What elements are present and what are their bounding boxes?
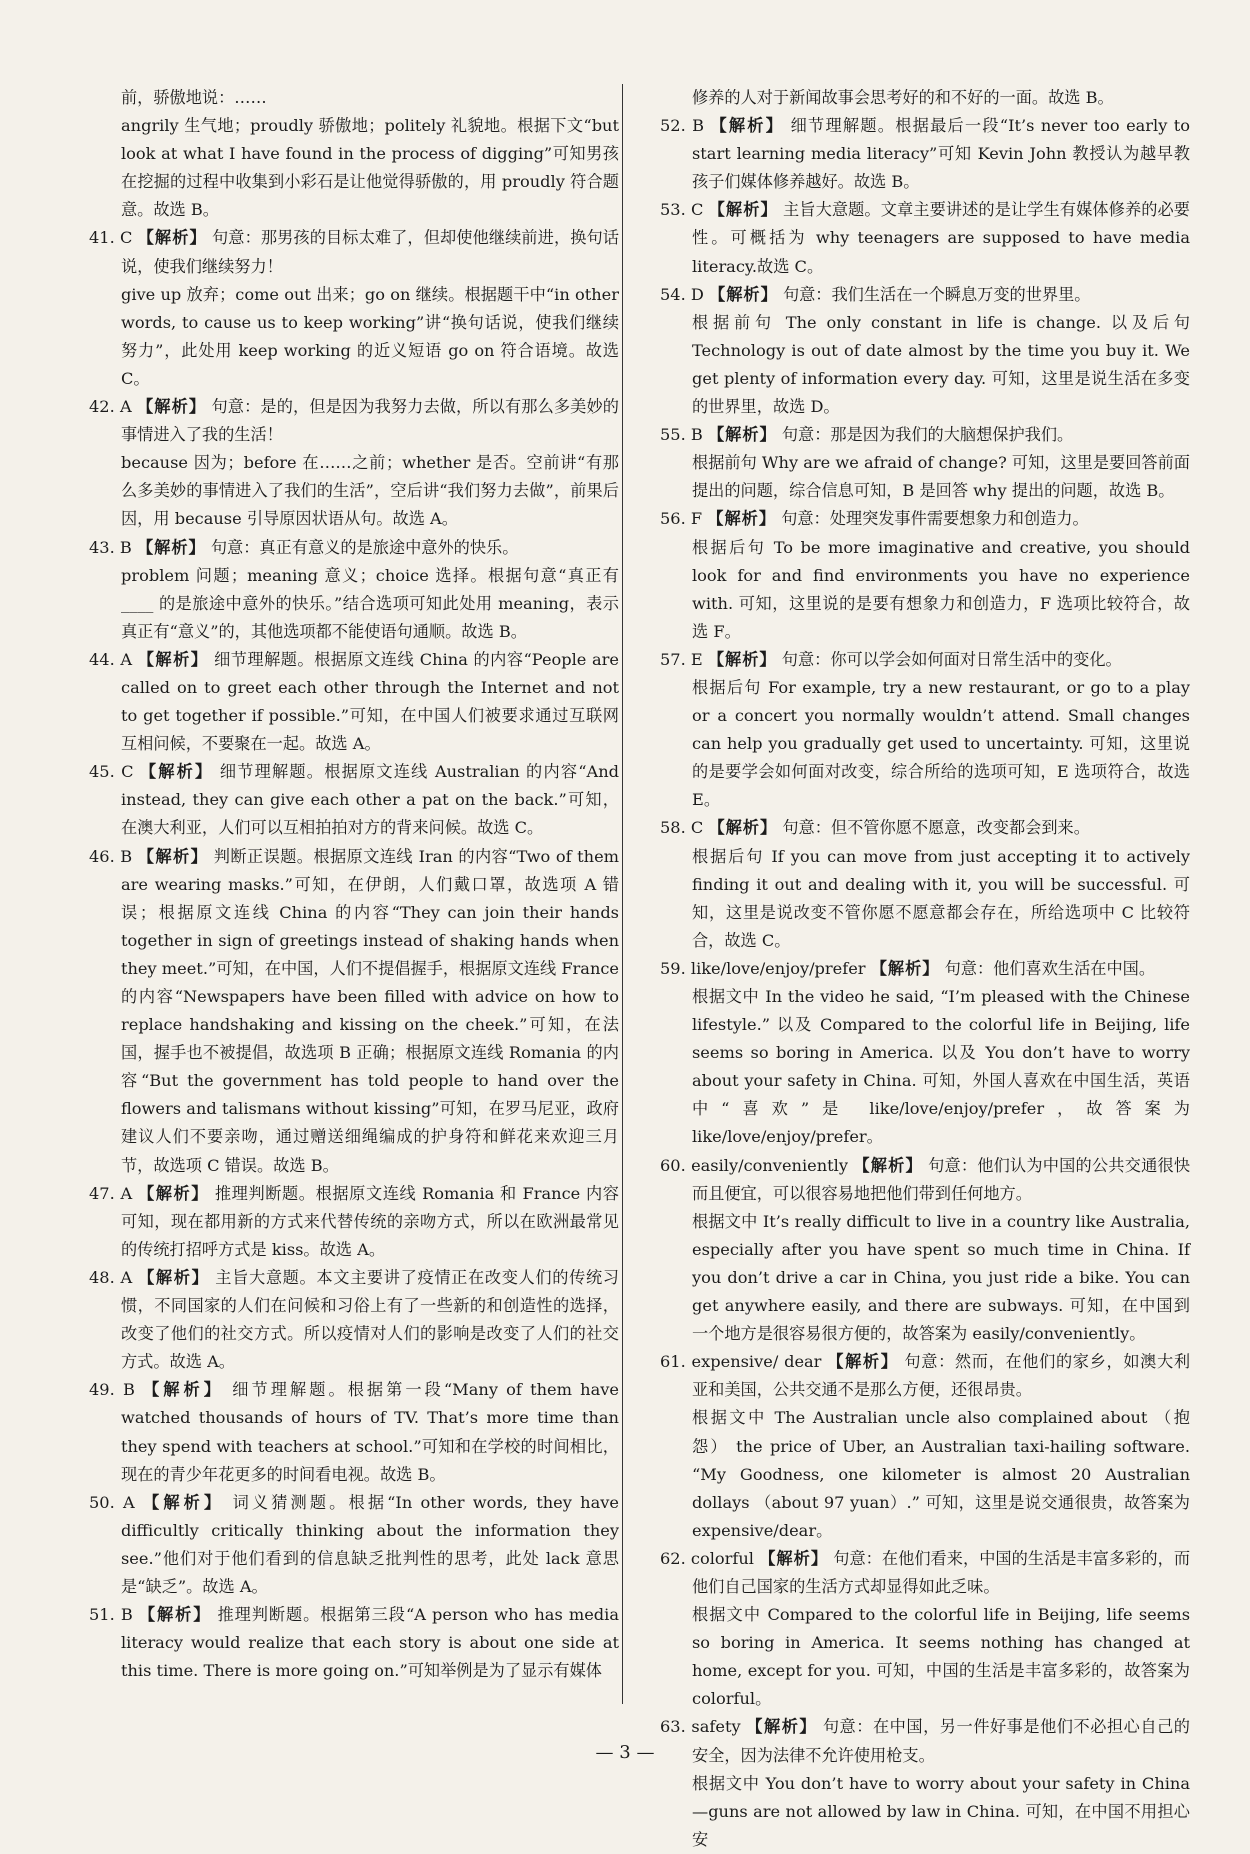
answer-item (660, 955, 1190, 983)
question-number: 51. B (89, 1605, 133, 1625)
answer-item (89, 1489, 619, 1601)
question-number: 43. B (89, 537, 132, 557)
analysis-text: 句意：那是因为我们的大脑想保护我们。 (781, 425, 1074, 445)
page-number: — 3 — (595, 1742, 655, 1763)
analysis-text: 推理判断题。根据原文连线 Romania 和 France 内容可知，现在都用新的方式来代替传统的亲吻方式，所以在欧洲最常见的传统打招呼方式是 kiss。故选 A。 (121, 1183, 619, 1259)
question-number: 61. expensive/ dear (660, 1352, 822, 1372)
right-column (660, 84, 1190, 1854)
analysis-tag: 【解析】 (136, 537, 206, 557)
answer-item (660, 196, 1190, 280)
continued-paragraph: problem 问题；meaning 意义；choice 选择。根据句意“真正有____ 的是旅途中意外的快乐。”结合选项可知此处用 meaning，表示真正有“意义”的，其他选项都不能使语句通顺。故选 B。 (121, 565, 619, 641)
analysis-tag: 【解析】 (759, 1548, 829, 1568)
continued-paragraph: 前，骄傲地说：…… (121, 88, 267, 107)
question-number: 42. A (89, 397, 132, 417)
analysis-tag: 【解析】 (137, 228, 207, 248)
question-number: 41. C (89, 228, 133, 248)
analysis-tag: 【解析】 (137, 846, 209, 866)
answer-item (660, 1545, 1190, 1601)
question-number: 58. C (660, 818, 704, 838)
answer-item (89, 843, 619, 1180)
analysis-tag: 【解析】 (746, 1717, 818, 1737)
analysis-tag: 【解析】 (707, 425, 777, 445)
answer-item (660, 112, 1190, 196)
answer-item (89, 1376, 619, 1488)
answer-item (660, 1348, 1190, 1404)
question-number: 47. A (89, 1183, 133, 1203)
answer-item (660, 281, 1190, 309)
analysis-tag: 【解析】 (137, 1183, 210, 1203)
question-number: 60. easily/conveniently (660, 1155, 848, 1175)
analysis-text: 句意：在他们看来，中国的生活是丰富多彩的，而他们自己国家的生活方式却显得如此乏味。 (692, 1548, 1191, 1596)
analysis-tag: 【解析】 (143, 1492, 225, 1512)
analysis-tag: 【解析】 (136, 397, 207, 417)
analysis-text: 句意：你可以学会如何面对日常生活中的变化。 (781, 649, 1122, 669)
analysis-tag: 【解析】 (710, 116, 785, 136)
explanation-paragraph: 根据后句 For example, try a new restaurant, or go to a play or a concert you normally wouldn’t attend. Small changes can help you gradually get used to uncertainty. 可知，这里说的是要学会如何面对改变，综合所给的选项可知，E 选项符合，故选 E。 (692, 677, 1190, 810)
question-number: 55. B (660, 425, 703, 445)
answer-item (89, 224, 619, 280)
question-number: 48. A (89, 1267, 133, 1287)
continued-paragraph: 修养的人对于新闻故事会思考好的和不好的一面。故选 B。 (692, 88, 1114, 107)
explanation-paragraph: 根据后句 To be more imaginative and creative, you should look for and find environments you have no experience with. 可知，这里说的是要有想象力和创造力，F 选项比较符合，故选 F。 (692, 537, 1190, 641)
question-number: 62. colorful (660, 1548, 754, 1568)
analysis-text: 句意：在中国，另一件好事是他们不必担心自己的安全，因为法律不允许使用枪支。 (692, 1717, 1190, 1765)
analysis-tag: 【解析】 (707, 509, 777, 529)
analysis-text: 句意：处理突发事件需要想象力和创造力。 (781, 509, 1089, 529)
explanation-paragraph: 根据文中 Compared to the colorful life in Beijing, life seems so boring in America. It seems nothing has changed at home, except for you. 可知，中国的生活是丰富多彩的，故答案为 colorful。 (692, 1605, 1190, 1709)
question-number: 50. A (89, 1492, 135, 1512)
explanation-paragraph: 根据前句 The only constant in life is change. 以及后句 Technology is out of date almost by the time you buy it. We get plenty of information every day. 可知，这里是说生活在多变的世界里，故选 D。 (692, 312, 1190, 417)
explanation-paragraph: 根据文中 It’s really difficult to live in a country like Australia, especially after you have spent so much time in China. If you don’t drive a car in China, you just ride a bike. You can get anywhere easily, and there are subways. 可知，在中国到一个地方是很容易很方便的，故答案为 easily/conveniently。 (692, 1211, 1190, 1344)
analysis-text: 主旨大意题。文章主要讲述的是让学生有媒体修养的必要性。可概括为 why teenagers are supposed to have media literacy.故选 C。 (692, 200, 1190, 276)
answer-item (660, 814, 1190, 842)
left-column (89, 84, 619, 1685)
answer-item (89, 1264, 619, 1376)
column-divider (622, 84, 623, 1704)
answer-item (660, 421, 1190, 449)
answer-item (89, 646, 619, 758)
answer-item (660, 505, 1190, 533)
question-number: 63. safety (660, 1717, 741, 1737)
analysis-text: 句意：他们认为中国的公共交通很快而且便宜，可以很容易地把他们带到任何地方。 (692, 1155, 1191, 1203)
analysis-tag: 【解析】 (708, 200, 778, 220)
answer-item (660, 1152, 1190, 1208)
answer-item (89, 393, 619, 449)
explanation-paragraph: 根据文中 The Australian uncle also complained about （抱怨） the price of Uber, an Australian taxi-hailing software. “My Goodness, one kilometer is almost 20 Australian dollays （about 97 yuan）.” 可知，这里是说交通很贵，故答案为 expensive/dear。 (692, 1408, 1190, 1540)
analysis-tag: 【解析】 (137, 649, 209, 669)
question-number: 53. C (660, 200, 704, 220)
analysis-text: 细节理解题。根据原文连线 China 的内容“People are called on to greet each other through the Internet and not to get together if possible.”可知，在中国人们被要求通过互联网互相问候，不要聚在一起。故选 A。 (121, 649, 619, 754)
analysis-text: 推理判断题。根据第三段“A person who has media literacy would realize that each story is about one side at this time. There is more going on.”可知举例是为了显示有媒体 (121, 1605, 619, 1681)
continued-paragraph: angrily 生气地；proudly 骄傲地；politely 礼貌地。根据下文“but look at what I have found in the process of digging”可知男孩在挖掘的过程中收集到小彩石是让他觉得骄傲的，用 proudly 符合题意。故选 B。 (121, 116, 619, 220)
question-number: 52. B (660, 116, 705, 136)
analysis-text: 句意：是的，但是因为我努力去做，所以有那么多美妙的事情进入了我的生活！ (121, 397, 619, 445)
analysis-text: 细节理解题。根据第一段“Many of them have watched thousands of hours of TV. That’s more time than they spend with teachers at school.”可知和在学校的时间相比，现在的青少年花更多的时间看电视。故选 B。 (121, 1380, 619, 1484)
question-number: 56. F (660, 509, 703, 529)
analysis-text: 词义猜测题。根据“In other words, they have difficultly critically thinking about the information they see.”他们对于他们看到的信息缺乏批判性的思考，此处 lack 意思是“缺乏”。故选 A。 (121, 1492, 619, 1596)
answer-item (89, 534, 619, 562)
analysis-tag: 【解析】 (138, 1267, 210, 1287)
analysis-tag: 【解析】 (139, 762, 214, 782)
analysis-text: 句意：真正有意义的是旅途中意外的快乐。 (210, 537, 519, 557)
analysis-tag: 【解析】 (708, 818, 778, 838)
explanation-paragraph: 根据文中 In the video he said, “I’m pleased with the Chinese lifestyle.” 以及 Compared to the colorful life in Beijing, life seems so boring in America. 以及 You don’t have to worry about your safety in China. 可知，外国人喜欢在中国生活，英语中“喜欢”是 like/love/enjoy/prefer，故答案为 like/love/enjoy/prefer。 (692, 987, 1190, 1147)
question-number: 57. E (660, 649, 703, 669)
analysis-text: 细节理解题。根据原文连线 Australian 的内容“And instead, they can give each other a pat on the back.”可知，在澳大利亚，人们可以互相拍拍对方的背来问候。故选 C。 (121, 762, 619, 838)
answer-item (660, 646, 1190, 674)
continued-paragraph: because 因为；before 在……之前；whether 是否。空前讲“有那么多美妙的事情进入了我们的生活”，空后讲“我们努力去做”，前果后因，用 because 引导原因状语从句。故选 A。 (121, 453, 619, 529)
answer-item (89, 1180, 619, 1264)
answer-item (89, 758, 619, 842)
question-number: 46. B (89, 846, 133, 866)
question-number: 49. B (89, 1380, 135, 1400)
explanation-paragraph: 根据前句 Why are we afraid of change? 可知，这里是要回答前面提出的问题，综合信息可知，B 是回答 why 提出的问题，故选 B。 (692, 453, 1190, 501)
answer-item (89, 1601, 619, 1685)
analysis-text: 句意：我们生活在一个瞬息万变的世界里。 (782, 284, 1091, 304)
continued-paragraph: give up 放弃；come out 出来；go on 继续。根据题干中“in other words, to cause us to keep working”讲“换句话说，使我们继续努力”，此处用 keep working 的近义短语 go on 符合语境。故选 C。 (121, 284, 619, 388)
analysis-text: 句意：他们喜欢生活在中国。 (944, 958, 1156, 978)
analysis-tag: 【解析】 (709, 284, 778, 304)
analysis-tag: 【解析】 (707, 649, 777, 669)
question-number: 44. A (89, 649, 133, 669)
analysis-text: 句意：但不管你愿不愿意，改变都会到来。 (782, 818, 1090, 838)
explanation-paragraph: 根据后句 If you can move from just accepting it to actively finding it out and dealing with it, you will be successful. 可知，这里是说改变不管你愿不愿意都会存在，所给选项中 C 比较符合，故选 C。 (692, 846, 1190, 950)
analysis-text: 句意：那男孩的目标太难了，但却使他继续前进，换句话说，使我们继续努力！ (121, 228, 619, 276)
analysis-text: 主旨大意题。本文主要讲了疫情正在改变人们的传统习惯，不同国家的人们在问候和习俗上有了一些新的和创造性的选择，改变了他们的社交方式。所以疫情对人们的影响是改变了人们的社交方式。故选 A。 (121, 1267, 619, 1372)
explanation-paragraph: 根据文中 You don’t have to worry about your safety in China—guns are not allowed by law in China. 可知，在中国不用担心安 (692, 1773, 1190, 1849)
analysis-text: 判断正误题。根据原文连线 Iran 的内容“Two of them are wearing masks.”可知，在伊朗，人们戴口罩，故选项 A 错误；根据原文连线 China 的内容“They can join their hands together in sign of greetings instead of shaking hands when they meet.”可知，在中国，人们不提倡握手，根据原文连线 France 的内容“Newspapers have been filled with advice on how to replace handshaking and kissing on the cheek.”可知，在法国，握手也不被提倡，故选项 B 正确；根据原文连线 Romania 的内容“But the government has told people to hand over the flowers and talismans without kissing”可知，在罗马尼亚，政府建议人们不要亲吻，通过赠送细绳编成的护身符和鲜花来欢迎三月节，故选项 C 错误。故选 B。 (121, 846, 620, 1175)
analysis-tag: 【解析】 (853, 1155, 923, 1175)
analysis-tag: 【解析】 (870, 958, 940, 978)
question-number: 54. D (660, 284, 704, 304)
question-number: 59. like/love/enjoy/prefer (660, 958, 866, 978)
analysis-tag: 【解析】 (138, 1605, 212, 1625)
analysis-tag: 【解析】 (143, 1380, 225, 1400)
analysis-text: 句意：然而，在他们的家乡，如澳大利亚和美国，公共交通不是那么方便，还很昂贵。 (692, 1352, 1191, 1400)
question-number: 45. C (89, 762, 134, 782)
analysis-tag: 【解析】 (827, 1352, 899, 1372)
analysis-text: 细节理解题。根据最后一段“It’s never too early to start learning media literacy”可知 Kevin John 教授认为越早教孩子们媒体修养越好。故选 B。 (692, 116, 1191, 192)
